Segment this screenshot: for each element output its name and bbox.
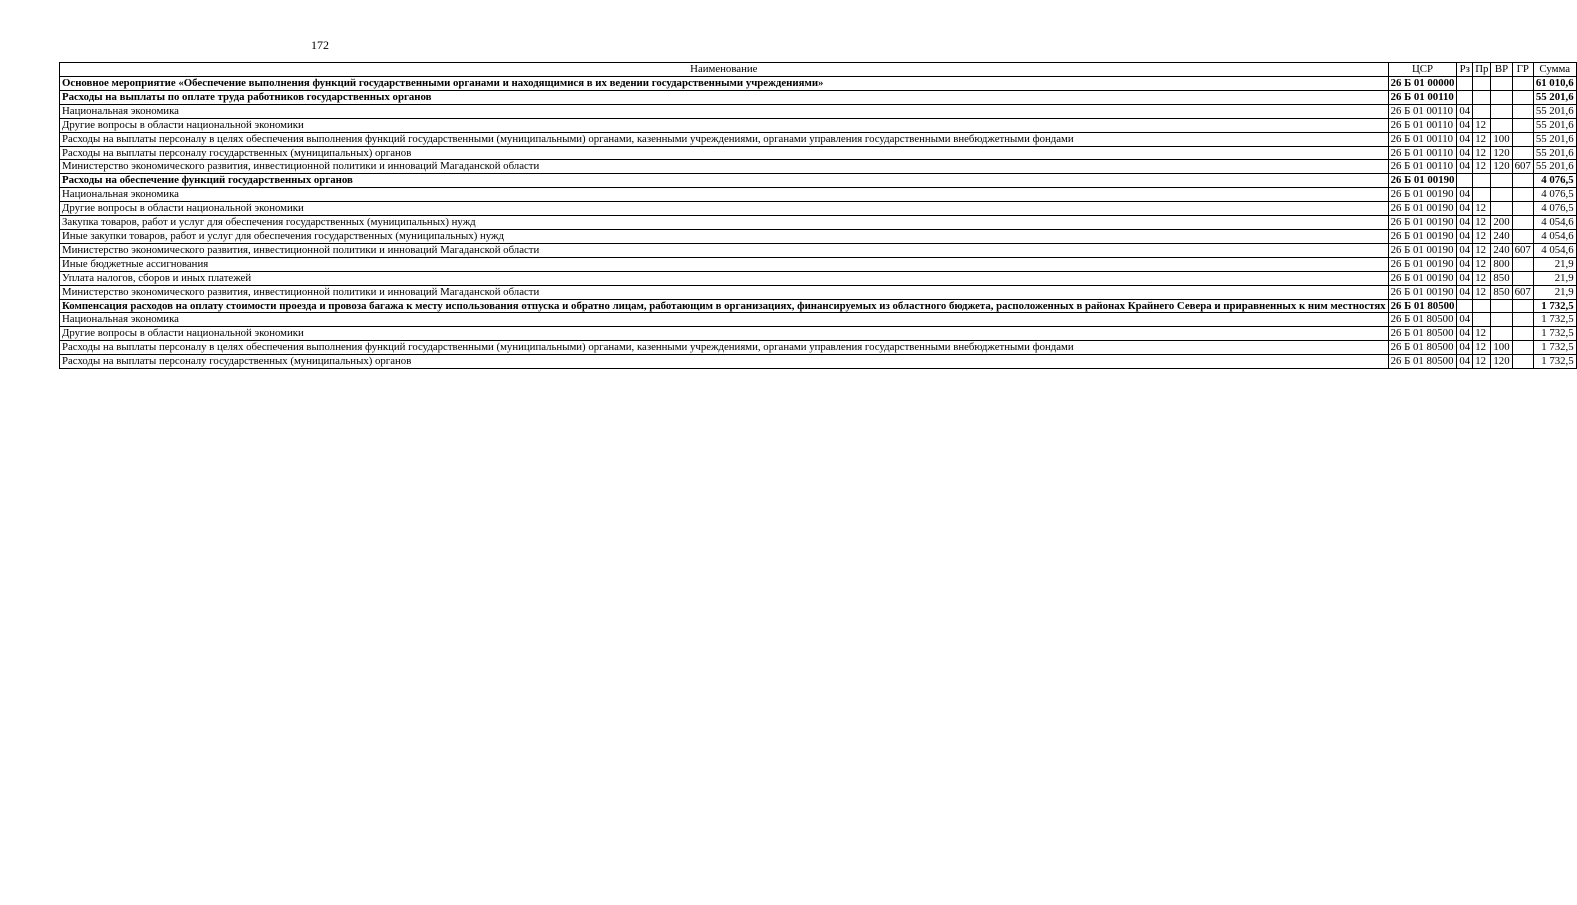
cell-pr: 12: [1473, 355, 1491, 369]
cell-pr: [1473, 104, 1491, 118]
cell-name: Расходы на выплаты персоналу государственных (муниципальных) органов: [60, 146, 1389, 160]
page-number: 172: [311, 38, 329, 52]
cell-rz: 04: [1457, 216, 1473, 230]
table-row: [60, 229, 1577, 243]
cell-csr: 26 Б 01 80500: [1388, 341, 1457, 355]
cell-rz: 04: [1457, 132, 1473, 146]
cell-csr: 26 Б 01 00190: [1388, 216, 1457, 230]
cell-sum: 1 732,5: [1533, 299, 1576, 313]
table-row: [60, 341, 1577, 355]
cell-rz: 04: [1457, 327, 1473, 341]
cell-pr: 12: [1473, 257, 1491, 271]
cell-csr: 26 Б 01 00110: [1388, 118, 1457, 132]
cell-sum: 55 201,6: [1533, 104, 1576, 118]
cell-pr: 12: [1473, 118, 1491, 132]
cell-pr: [1473, 188, 1491, 202]
table-row: [60, 313, 1577, 327]
column-header-pr: Пр: [1473, 63, 1491, 77]
cell-gr: [1512, 271, 1533, 285]
table-row: [60, 243, 1577, 257]
column-header-vr: ВР: [1491, 63, 1512, 77]
cell-rz: 04: [1457, 341, 1473, 355]
cell-rz: 04: [1457, 202, 1473, 216]
cell-csr: 26 Б 01 00190: [1388, 271, 1457, 285]
cell-csr: 26 Б 01 00190: [1388, 285, 1457, 299]
cell-vr: [1491, 313, 1512, 327]
cell-gr: [1512, 90, 1533, 104]
cell-rz: 04: [1457, 257, 1473, 271]
cell-pr: 12: [1473, 271, 1491, 285]
cell-rz: [1457, 90, 1473, 104]
cell-rz: 04: [1457, 271, 1473, 285]
cell-name: Другие вопросы в области национальной экономики: [60, 202, 1389, 216]
cell-pr: 12: [1473, 202, 1491, 216]
cell-sum: 1 732,5: [1533, 355, 1576, 369]
cell-rz: 04: [1457, 146, 1473, 160]
cell-rz: 04: [1457, 104, 1473, 118]
cell-name: Министерство экономического развития, инвестиционной политики и инноваций Магаданской области: [60, 160, 1389, 174]
cell-csr: 26 Б 01 00110: [1388, 132, 1457, 146]
cell-sum: 55 201,6: [1533, 146, 1576, 160]
table-body: [60, 77, 1577, 369]
cell-vr: [1491, 202, 1512, 216]
cell-vr: [1491, 77, 1512, 91]
column-header-csr: ЦСР: [1388, 63, 1457, 77]
cell-sum: 4 054,6: [1533, 243, 1576, 257]
cell-vr: 120: [1491, 160, 1512, 174]
cell-gr: [1512, 132, 1533, 146]
cell-vr: 120: [1491, 146, 1512, 160]
cell-pr: [1473, 77, 1491, 91]
cell-rz: 04: [1457, 285, 1473, 299]
cell-pr: [1473, 174, 1491, 188]
table-row: [60, 327, 1577, 341]
cell-name: Национальная экономика: [60, 104, 1389, 118]
cell-vr: [1491, 118, 1512, 132]
table-row: [60, 355, 1577, 369]
cell-gr: [1512, 104, 1533, 118]
cell-sum: 1 732,5: [1533, 327, 1576, 341]
cell-vr: [1491, 104, 1512, 118]
cell-csr: 26 Б 01 80500: [1388, 327, 1457, 341]
cell-name: Иные закупки товаров, работ и услуг для обеспечения государственных (муниципальных) нужд: [60, 229, 1389, 243]
cell-sum: 21,9: [1533, 285, 1576, 299]
column-header-sum: Сумма: [1533, 63, 1576, 77]
column-header-gr: ГР: [1512, 63, 1533, 77]
cell-rz: 04: [1457, 188, 1473, 202]
table-row: [60, 174, 1577, 188]
cell-gr: 607: [1512, 160, 1533, 174]
cell-name: Расходы на выплаты персоналу в целях обеспечения выполнения функций государственными (муниципальными) органами, казенными учреждениями, органами управления государственными внебюджетными фондами: [60, 341, 1389, 355]
cell-gr: [1512, 174, 1533, 188]
cell-name: Министерство экономического развития, инвестиционной политики и инноваций Магаданской области: [60, 243, 1389, 257]
cell-rz: [1457, 77, 1473, 91]
table-row: [60, 202, 1577, 216]
table-row: [60, 299, 1577, 313]
cell-gr: [1512, 299, 1533, 313]
cell-name: Закупка товаров, работ и услуг для обеспечения государственных (муниципальных) нужд: [60, 216, 1389, 230]
cell-gr: [1512, 313, 1533, 327]
cell-pr: 12: [1473, 132, 1491, 146]
cell-sum: 55 201,6: [1533, 132, 1576, 146]
cell-rz: 04: [1457, 229, 1473, 243]
table-row: [60, 216, 1577, 230]
cell-name: Национальная экономика: [60, 188, 1389, 202]
cell-vr: [1491, 90, 1512, 104]
cell-vr: 240: [1491, 243, 1512, 257]
cell-vr: 240: [1491, 229, 1512, 243]
cell-sum: 61 010,6: [1533, 77, 1576, 91]
cell-csr: 26 Б 01 80500: [1388, 299, 1457, 313]
cell-csr: 26 Б 01 00110: [1388, 146, 1457, 160]
cell-vr: [1491, 327, 1512, 341]
table-row: [60, 77, 1577, 91]
cell-name: Уплата налогов, сборов и иных платежей: [60, 271, 1389, 285]
cell-name: Иные бюджетные ассигнования: [60, 257, 1389, 271]
cell-gr: 607: [1512, 243, 1533, 257]
cell-name: Национальная экономика: [60, 313, 1389, 327]
cell-name: Основное мероприятие «Обеспечение выполнения функций государственными органами и находящимися в их ведении государственными учреждениями»: [60, 77, 1389, 91]
cell-sum: 4 076,5: [1533, 174, 1576, 188]
cell-gr: [1512, 77, 1533, 91]
cell-sum: 4 076,5: [1533, 188, 1576, 202]
cell-pr: 12: [1473, 229, 1491, 243]
cell-csr: 26 Б 01 00110: [1388, 160, 1457, 174]
cell-csr: 26 Б 01 00110: [1388, 104, 1457, 118]
cell-pr: 12: [1473, 160, 1491, 174]
cell-gr: [1512, 188, 1533, 202]
cell-pr: 12: [1473, 327, 1491, 341]
cell-csr: 26 Б 01 80500: [1388, 313, 1457, 327]
cell-gr: [1512, 146, 1533, 160]
cell-gr: [1512, 341, 1533, 355]
table-row: [60, 118, 1577, 132]
cell-rz: 04: [1457, 118, 1473, 132]
table-row: [60, 132, 1577, 146]
cell-vr: 850: [1491, 271, 1512, 285]
cell-csr: 26 Б 01 00190: [1388, 174, 1457, 188]
cell-gr: [1512, 202, 1533, 216]
cell-sum: 1 732,5: [1533, 313, 1576, 327]
cell-sum: 55 201,6: [1533, 90, 1576, 104]
cell-name: Расходы на выплаты персоналу в целях обеспечения выполнения функций государственными (муниципальными) органами, казенными учреждениями, органами управления государственными внебюджетными фондами: [60, 132, 1389, 146]
cell-rz: 04: [1457, 243, 1473, 257]
cell-csr: 26 Б 01 00190: [1388, 229, 1457, 243]
cell-pr: 12: [1473, 341, 1491, 355]
cell-rz: 04: [1457, 313, 1473, 327]
cell-csr: 26 Б 01 00190: [1388, 188, 1457, 202]
budget-table: [59, 62, 1577, 369]
table-row: [60, 285, 1577, 299]
cell-csr: 26 Б 01 00190: [1388, 202, 1457, 216]
table-row: [60, 257, 1577, 271]
cell-csr: 26 Б 01 00190: [1388, 257, 1457, 271]
cell-name: Расходы на выплаты по оплате труда работников государственных органов: [60, 90, 1389, 104]
cell-name: Компенсация расходов на оплату стоимости проезда и провоза багажа к месту использования отпуска и обратно лицам, работающим в организациях, финансируемых из областного бюджета, расположенных в районах Крайнего Севера и приравненных к ним местностях: [60, 299, 1389, 313]
cell-gr: [1512, 327, 1533, 341]
cell-vr: [1491, 188, 1512, 202]
cell-sum: 55 201,6: [1533, 118, 1576, 132]
cell-name: Расходы на выплаты персоналу государственных (муниципальных) органов: [60, 355, 1389, 369]
cell-sum: 1 732,5: [1533, 341, 1576, 355]
cell-vr: 120: [1491, 355, 1512, 369]
cell-csr: 26 Б 01 80500: [1388, 355, 1457, 369]
table-header-row: [60, 63, 1577, 77]
cell-pr: [1473, 299, 1491, 313]
cell-vr: 800: [1491, 257, 1512, 271]
cell-sum: 4 054,6: [1533, 229, 1576, 243]
cell-sum: 4 054,6: [1533, 216, 1576, 230]
cell-vr: 100: [1491, 341, 1512, 355]
cell-pr: 12: [1473, 243, 1491, 257]
cell-pr: [1473, 313, 1491, 327]
cell-pr: 12: [1473, 285, 1491, 299]
cell-vr: 100: [1491, 132, 1512, 146]
cell-csr: 26 Б 01 00190: [1388, 243, 1457, 257]
cell-sum: 4 076,5: [1533, 202, 1576, 216]
cell-sum: 21,9: [1533, 271, 1576, 285]
column-header-name: Наименование: [60, 63, 1389, 77]
cell-name: Министерство экономического развития, инвестиционной политики и инноваций Магаданской области: [60, 285, 1389, 299]
cell-gr: [1512, 257, 1533, 271]
cell-name: Другие вопросы в области национальной экономики: [60, 327, 1389, 341]
cell-pr: [1473, 90, 1491, 104]
table-row: [60, 146, 1577, 160]
cell-vr: 850: [1491, 285, 1512, 299]
cell-vr: 200: [1491, 216, 1512, 230]
cell-csr: 26 Б 01 00000: [1388, 77, 1457, 91]
cell-name: Расходы на обеспечение функций государственных органов: [60, 174, 1389, 188]
cell-csr: 26 Б 01 00110: [1388, 90, 1457, 104]
cell-gr: [1512, 216, 1533, 230]
cell-pr: 12: [1473, 216, 1491, 230]
column-header-rz: Рз: [1457, 63, 1473, 77]
cell-rz: 04: [1457, 160, 1473, 174]
cell-vr: [1491, 174, 1512, 188]
cell-pr: 12: [1473, 146, 1491, 160]
cell-gr: [1512, 355, 1533, 369]
table-row: [60, 104, 1577, 118]
cell-sum: 55 201,6: [1533, 160, 1576, 174]
cell-sum: 21,9: [1533, 257, 1576, 271]
table-row: [60, 188, 1577, 202]
table-row: [60, 90, 1577, 104]
cell-rz: 04: [1457, 355, 1473, 369]
cell-rz: [1457, 174, 1473, 188]
cell-gr: [1512, 229, 1533, 243]
table-row: [60, 160, 1577, 174]
cell-name: Другие вопросы в области национальной экономики: [60, 118, 1389, 132]
cell-gr: [1512, 118, 1533, 132]
table-row: [60, 271, 1577, 285]
cell-vr: [1491, 299, 1512, 313]
cell-gr: 607: [1512, 285, 1533, 299]
cell-rz: [1457, 299, 1473, 313]
